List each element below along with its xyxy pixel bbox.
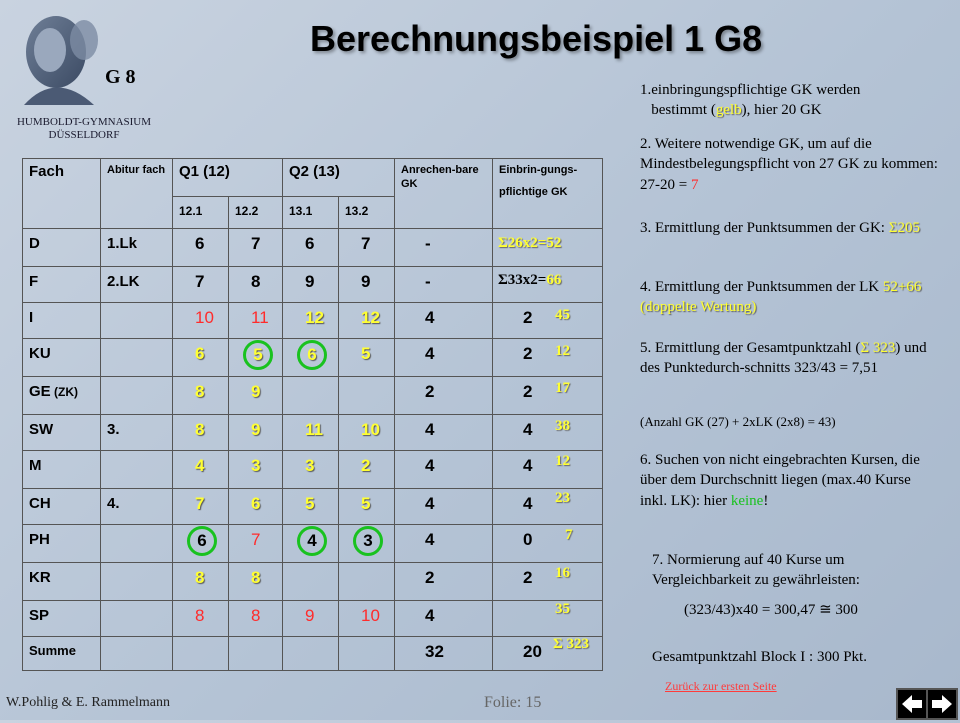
grade-value: 3: [305, 456, 315, 475]
grade-circle: [243, 340, 273, 370]
cell-abitur: [101, 451, 173, 489]
cell-anr: 4: [395, 451, 493, 489]
note-2-text: 2. Weitere notwendige GK, um auf die Mindestbelegungspflicht von 27 GK zu kommen: 27-20 =: [640, 136, 938, 193]
cell-s1: [173, 229, 229, 267]
cell-fach: [23, 451, 101, 489]
table-row: [23, 377, 603, 415]
school-city: DÜSSELDORF: [48, 129, 120, 141]
cell-anr: 4: [395, 303, 493, 339]
cell-s1: [173, 563, 229, 601]
grade-value: 6: [197, 531, 207, 550]
semester-12-2: 12.2: [229, 197, 283, 229]
grade-value: 11: [251, 308, 269, 327]
grade-value: 2: [361, 456, 371, 475]
table-row: [23, 601, 603, 637]
grade-value: 12: [305, 308, 324, 327]
cell-abitur: [101, 377, 173, 415]
cell-s4: [339, 339, 395, 377]
cell-fach: [23, 377, 101, 415]
cell-s1: [173, 267, 229, 303]
cell-s3: [283, 229, 339, 267]
semester-13-1: 13.1: [283, 197, 339, 229]
cell-anr: 2: [395, 377, 493, 415]
cell-s2: [229, 229, 283, 267]
authors: W.Pohlig & E. Rammelmann: [6, 695, 170, 710]
grade-value: 9: [361, 272, 371, 291]
header-anrechenbar: Anrechen-bare GK: [395, 159, 493, 229]
note-5-text-c: ) und des Punktedurch-schnitts 323/43 = 7,51: [640, 340, 927, 377]
row-sum: 7: [565, 527, 573, 543]
header-q2: Q2 (13): [283, 159, 395, 197]
note-1: [640, 80, 940, 121]
fach-label: SP: [29, 607, 50, 624]
note-1-text-c: ), hier 20 GK: [741, 102, 822, 119]
fach-label: SW: [29, 421, 54, 438]
header-q1: Q1 (12): [173, 159, 283, 197]
cell-s4: [339, 489, 395, 525]
grade-value: 6: [251, 494, 261, 513]
cell-s2: [229, 637, 283, 671]
cell-fach: [23, 415, 101, 451]
grade-value: 9: [251, 382, 261, 401]
cell-abitur: 1.Lk: [101, 229, 173, 267]
cell-abitur: [101, 525, 173, 563]
cell-s3: [283, 489, 339, 525]
header-fach: Fach: [23, 159, 101, 229]
note-4-text: 4. Ermittlung der Punktsummen der LK: [640, 279, 883, 295]
table-row: [23, 451, 603, 489]
grade-value: 10: [361, 420, 380, 439]
grade-value: 5: [361, 494, 371, 513]
cell-s4: [339, 303, 395, 339]
cell-s4: [339, 415, 395, 451]
grade-value: 6: [305, 234, 315, 253]
fach-label: I: [29, 309, 34, 326]
row-sum: 17: [555, 380, 570, 396]
fach-label: M: [29, 457, 42, 474]
next-slide-button[interactable]: [926, 688, 958, 720]
table-row: [23, 525, 603, 563]
fach-label: F: [29, 273, 39, 290]
header-einbringung-line2: pflichtige GK: [499, 186, 568, 199]
note-5: [640, 338, 940, 379]
cell-s2: [229, 415, 283, 451]
header-einbringung-line1: Einbrin-gungs-: [499, 164, 578, 176]
row-sum: Σ26x2=52: [498, 235, 562, 251]
fach-label: D: [29, 235, 40, 252]
grade-circle: [187, 526, 217, 556]
fach-label: KU: [29, 345, 51, 362]
cell-s3: [283, 563, 339, 601]
cell-s1: [173, 525, 229, 563]
cell-abitur: 3.: [101, 415, 173, 451]
cell-s3: [283, 303, 339, 339]
semester-12-1: 12.1: [173, 197, 229, 229]
fach-suffix: (ZK): [54, 385, 79, 399]
header-abitur: Abitur fach: [101, 159, 173, 229]
slide-number: Folie: 15: [484, 694, 542, 711]
cell-anr: 4: [395, 339, 493, 377]
header-einbringung: [493, 159, 603, 229]
cell-anr: -: [395, 267, 493, 303]
grade-value: 6: [195, 344, 205, 363]
row-sum: 12: [555, 453, 570, 469]
cell-s2: [229, 451, 283, 489]
grade-value: 6: [195, 234, 205, 253]
cell-fach: [23, 601, 101, 637]
cell-s2: [229, 267, 283, 303]
grade-circle: [297, 526, 327, 556]
row-sum-prefix: Σ33x2=: [498, 272, 547, 288]
table-row: [23, 415, 603, 451]
grade-value: 7: [251, 234, 261, 253]
row-sum: Σ 323: [553, 636, 590, 652]
grade-value: 7: [361, 234, 371, 253]
note-5-value: Σ 323: [860, 340, 896, 356]
cell-fach: [23, 267, 101, 303]
note-2: [640, 134, 940, 195]
cell-s1: [173, 637, 229, 671]
cell-s2: [229, 525, 283, 563]
cell-fach: [23, 229, 101, 267]
cell-s3: [283, 451, 339, 489]
school-logo: [14, 10, 104, 110]
cell-s3: [283, 525, 339, 563]
cell-anr: 4: [395, 601, 493, 637]
total-points: Gesamtpunktzahl Block I : 300 Pkt.: [652, 649, 867, 665]
cell-s1: [173, 377, 229, 415]
row-sum: 45: [555, 307, 570, 323]
cell-s3: [283, 637, 339, 671]
cell-ein: [493, 601, 603, 637]
cell-s1: [173, 303, 229, 339]
cell-s2: [229, 339, 283, 377]
cell-s1: [173, 339, 229, 377]
table-row: [23, 637, 603, 671]
cell-abitur: [101, 303, 173, 339]
cell-s3: [283, 339, 339, 377]
grade-value: 11: [305, 420, 323, 439]
cell-s4: [339, 525, 395, 563]
grade-value: 8: [195, 382, 205, 401]
note-1-text: 1.einbringungspflichtige GK werden: [640, 82, 861, 98]
cell-s1: [173, 489, 229, 525]
note-5-text: 5. Ermittlung der Gesamtpunktzahl (: [640, 340, 861, 356]
note-5-small: (Anzahl GK (27) + 2xLK (2x8) = 43): [640, 414, 836, 429]
note-4: [640, 277, 940, 318]
grade-circle: [297, 340, 327, 370]
cell-fach: [23, 563, 101, 601]
grade-value: 9: [251, 420, 261, 439]
cell-ein: 4: [493, 415, 603, 451]
note-2-value: 7: [690, 176, 699, 193]
cell-ein: 0: [493, 525, 603, 563]
grade-value: 9: [305, 272, 315, 291]
grade-value: 8: [195, 606, 205, 625]
arrow-left-icon: [898, 690, 926, 718]
cell-s4: [339, 637, 395, 671]
cell-ein: 2: [493, 303, 603, 339]
table-row: [23, 303, 603, 339]
cell-anr: 4: [395, 525, 493, 563]
cell-s1: [173, 415, 229, 451]
fach-label: Summe: [29, 643, 76, 658]
grade-value: 9: [305, 606, 315, 625]
grade-value: 4: [195, 456, 205, 475]
cell-fach: [23, 525, 101, 563]
fach-label: PH: [29, 531, 50, 548]
cell-abitur: [101, 339, 173, 377]
cell-s3: [283, 267, 339, 303]
note-6-value: keine: [730, 492, 764, 509]
prev-slide-button[interactable]: [896, 688, 928, 720]
cell-abitur: [101, 601, 173, 637]
cell-s4: [339, 563, 395, 601]
semester-13-2: 13.2: [339, 197, 395, 229]
cell-ein: 4: [493, 489, 603, 525]
grade-value: 8: [251, 568, 261, 587]
cell-fach: [23, 637, 101, 671]
cell-abitur: 2.LK: [101, 267, 173, 303]
page-title: Berechnungsbeispiel 1 G8: [310, 18, 763, 59]
row-sum: 23: [555, 490, 570, 506]
cell-ein: 2: [493, 339, 603, 377]
note-4-value: 52+66 (doppelte Wertung): [640, 279, 922, 316]
row-sum: 38: [555, 418, 570, 434]
logo-label: G 8: [105, 66, 136, 88]
arrow-right-icon: [928, 690, 956, 718]
cell-s4: [339, 377, 395, 415]
grade-value: 7: [251, 530, 261, 549]
cell-s4: [339, 451, 395, 489]
cell-fach: [23, 303, 101, 339]
cell-anr: 4: [395, 489, 493, 525]
grade-value: 7: [195, 494, 205, 513]
grade-value: 3: [363, 531, 373, 550]
row-sum: 12: [555, 343, 570, 359]
cell-ein: 20: [493, 637, 603, 671]
grade-value: 12: [361, 308, 380, 327]
table-row: [23, 563, 603, 601]
cell-anr: -: [395, 229, 493, 267]
cell-abitur: [101, 563, 173, 601]
cell-s2: [229, 601, 283, 637]
note-1-text-b: bestimmt (: [651, 102, 716, 119]
cell-ein: 2: [493, 563, 603, 601]
cell-s1: [173, 451, 229, 489]
grade-value: 10: [195, 308, 214, 327]
cell-s4: [339, 267, 395, 303]
row-sum: 16: [555, 565, 570, 581]
note-3-text: 3. Ermittlung der Punktsummen der GK:: [640, 220, 889, 236]
table-row: [23, 489, 603, 525]
grade-value: 4: [307, 531, 317, 550]
grade-value: 5: [305, 494, 315, 513]
cell-anr: 2: [395, 563, 493, 601]
row-sum-value: 66: [546, 272, 562, 288]
row-sum: 35: [555, 601, 570, 617]
cell-ein: 4: [493, 451, 603, 489]
cell-s2: [229, 489, 283, 525]
grade-circle: [353, 526, 383, 556]
cell-s3: [283, 377, 339, 415]
cell-abitur: [101, 637, 173, 671]
cell-s4: [339, 229, 395, 267]
note-1-gelb: gelb: [715, 102, 742, 119]
grade-value: 7: [195, 272, 205, 291]
fach-label: CH: [29, 495, 51, 512]
cell-ein: 2: [493, 377, 603, 415]
cell-fach: [23, 489, 101, 525]
grade-value: 8: [195, 568, 205, 587]
grade-value: 8: [251, 606, 261, 625]
note-6-text: 6. Suchen von nicht eingebrachten Kursen, die über dem Durchschnitt liegen (max.40 Kurse inkl. LK): hier: [640, 452, 920, 509]
grade-value: 6: [307, 345, 317, 364]
cell-s2: [229, 377, 283, 415]
cell-s3: [283, 415, 339, 451]
cell-anr: 32: [395, 637, 493, 671]
note-6-text-c: !: [763, 492, 769, 509]
grade-value: 8: [195, 420, 205, 439]
note-7-formula: (323/43)x40 = 300,47 ≅ 300: [684, 602, 858, 618]
cell-s4: [339, 601, 395, 637]
cell-s3: [283, 601, 339, 637]
grade-value: 5: [361, 344, 371, 363]
note-3-value: Σ205: [888, 220, 920, 236]
grade-value: 5: [253, 345, 263, 364]
cell-s2: [229, 303, 283, 339]
fach-label: GE: [29, 383, 51, 400]
cell-anr: 4: [395, 415, 493, 451]
grade-value: 8: [251, 272, 261, 291]
cell-s1: [173, 601, 229, 637]
fach-label: KR: [29, 569, 51, 586]
table-row: [23, 339, 603, 377]
cell-abitur: 4.: [101, 489, 173, 525]
school-name: HUMBOLDT-GYMNASIUM: [16, 116, 152, 128]
grade-value: 10: [361, 606, 380, 625]
row-sum: [498, 272, 561, 289]
note-3: [640, 218, 940, 238]
cell-s2: [229, 563, 283, 601]
cell-fach: [23, 339, 101, 377]
note-6: [640, 450, 940, 511]
grade-value: 3: [251, 456, 261, 475]
note-7: 7. Normierung auf 40 Kurse um Vergleichbarkeit zu gewährleisten:: [652, 552, 860, 589]
back-to-first-page-link[interactable]: Zurück zur ersten Seite: [665, 679, 777, 693]
